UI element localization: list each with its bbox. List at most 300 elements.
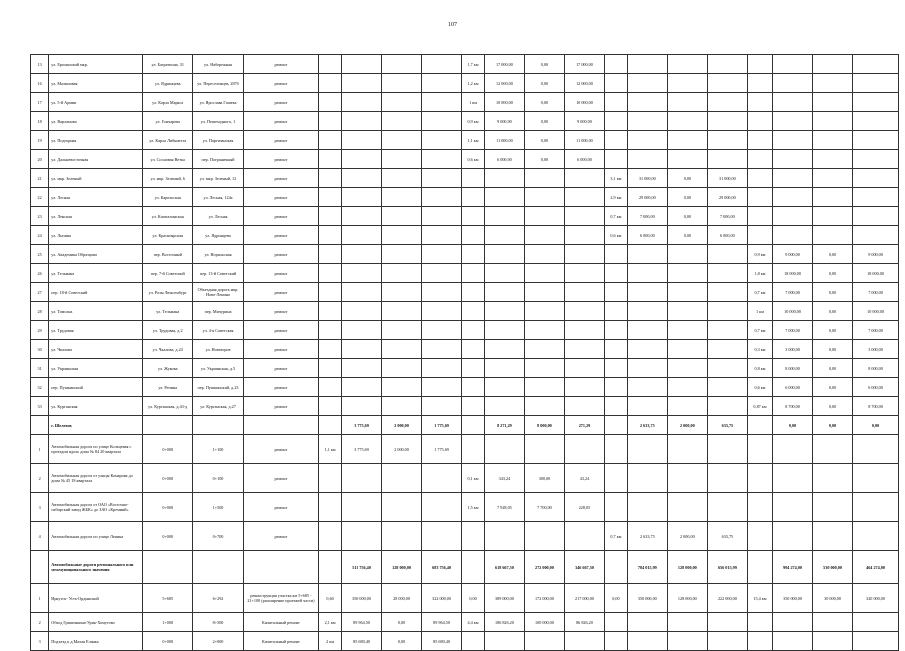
table-cell <box>484 522 524 551</box>
table-cell: 0,7 км <box>604 207 627 226</box>
table-row <box>31 245 899 264</box>
table-cell <box>462 188 485 207</box>
table-cell: 32 <box>31 378 49 397</box>
table-cell <box>707 55 747 74</box>
table-cell: 0,00 <box>524 55 564 74</box>
table-cell: ул. Чкалова, д.24 <box>143 340 193 359</box>
table-cell: ремонт <box>243 150 318 169</box>
table-cell: ул. Ярослава Гашека <box>193 93 243 112</box>
table-cell <box>342 112 382 131</box>
table-cell <box>342 188 382 207</box>
table-cell: 30 <box>31 340 49 359</box>
table-cell <box>667 93 707 112</box>
table-cell <box>462 632 485 651</box>
table-cell <box>604 131 627 150</box>
table-cell <box>773 435 813 464</box>
table-cell: ул. Подгорная <box>49 131 143 150</box>
table-cell: 1 км <box>747 302 772 321</box>
table-cell: ул. Репина <box>143 378 193 397</box>
table-cell <box>564 302 604 321</box>
table-cell: 22 <box>31 188 49 207</box>
table-cell <box>422 464 462 493</box>
table-cell <box>667 613 707 632</box>
table-cell <box>667 55 707 74</box>
table-cell: ремонт <box>243 522 318 551</box>
table-cell: 12 000,00 <box>564 74 604 93</box>
table-row <box>31 131 899 150</box>
table-cell: 1 775,69 <box>422 435 462 464</box>
table-cell: 2 км <box>319 632 342 651</box>
table-cell <box>773 188 813 207</box>
table-cell <box>342 321 382 340</box>
table-cell: 994 274,00 <box>773 551 813 584</box>
table-cell: 2+000 <box>193 632 243 651</box>
table-cell <box>604 245 627 264</box>
table-cell <box>604 283 627 302</box>
table-cell: 8 000,00 <box>524 416 564 435</box>
table-cell: 6 000,00 <box>853 378 899 397</box>
table-cell <box>707 283 747 302</box>
table-cell: пер. Мичурина <box>193 302 243 321</box>
table-cell <box>813 74 853 93</box>
table-cell <box>243 551 318 584</box>
table-cell <box>627 613 667 632</box>
table-cell: 0,00 <box>853 416 899 435</box>
table-cell <box>747 493 772 522</box>
table-cell: 8 000,00 <box>853 359 899 378</box>
table-cell: 85 680,40 <box>342 632 382 651</box>
table-cell <box>382 283 422 302</box>
table-cell <box>422 188 462 207</box>
table-cell <box>484 359 524 378</box>
table-cell: 30 000,00 <box>813 584 853 613</box>
table-cell: 7 928,05 <box>484 493 524 522</box>
table-cell: 2 000,00 <box>667 416 707 435</box>
table-cell: пер. Пушкинский <box>49 378 143 397</box>
table-cell <box>707 245 747 264</box>
table-cell <box>342 359 382 378</box>
table-cell <box>524 245 564 264</box>
table-cell: ул. Курганская, д.27 <box>193 397 243 416</box>
table-cell <box>319 551 342 584</box>
table-cell <box>667 435 707 464</box>
table-cell: 784 015,99 <box>627 551 667 584</box>
table-cell: 1,2 км <box>462 74 485 93</box>
table-cell <box>382 464 422 493</box>
table-cell: ул. Партизанская <box>193 131 243 150</box>
table-cell <box>382 169 422 188</box>
table-cell <box>382 378 422 397</box>
table-cell <box>524 169 564 188</box>
table-cell: 7 000,00 <box>853 321 899 340</box>
table-cell <box>604 93 627 112</box>
table-cell: 1+000 <box>143 613 193 632</box>
table-cell: 3 775,69 <box>342 435 382 464</box>
table-cell: ул. мкр. Зеленый <box>49 169 143 188</box>
table-cell <box>319 264 342 283</box>
table-cell: 2 000,00 <box>382 435 422 464</box>
table-cell: 7 000,00 <box>627 207 667 226</box>
table-cell <box>422 226 462 245</box>
table-cell <box>813 613 853 632</box>
table-cell: ул. Норильская <box>193 245 243 264</box>
table-cell: 12 000,00 <box>484 74 524 93</box>
table-cell: ремонт <box>243 131 318 150</box>
table-row <box>31 283 899 302</box>
table-cell <box>813 464 853 493</box>
table-cell <box>564 169 604 188</box>
table-cell <box>773 522 813 551</box>
table-cell <box>382 74 422 93</box>
table-cell <box>627 435 667 464</box>
table-cell <box>382 397 422 416</box>
table-cell <box>422 93 462 112</box>
table-cell <box>484 321 524 340</box>
table-cell <box>524 359 564 378</box>
table-cell <box>319 207 342 226</box>
table-cell: 24 <box>31 226 49 245</box>
table-cell <box>484 169 524 188</box>
table-cell <box>604 321 627 340</box>
table-cell <box>462 416 485 435</box>
table-cell: 0,6 км <box>747 378 772 397</box>
table-cell <box>604 435 627 464</box>
table-cell <box>484 378 524 397</box>
table-cell <box>462 340 485 359</box>
table-cell <box>627 55 667 74</box>
table-cell <box>604 340 627 359</box>
table-cell: 18 <box>31 112 49 131</box>
table-cell: ул. Томсона <box>49 302 143 321</box>
table-cell: 0,00 <box>813 302 853 321</box>
table-cell: 86 826,20 <box>564 613 604 632</box>
table-cell <box>342 522 382 551</box>
table-cell <box>564 207 604 226</box>
table-cell <box>627 283 667 302</box>
table-cell: 0,00 <box>813 283 853 302</box>
table-cell: 1+100 <box>193 435 243 464</box>
table-cell: 0,6 км <box>462 150 485 169</box>
table-cell <box>773 93 813 112</box>
table-cell <box>604 74 627 93</box>
table-cell <box>382 321 422 340</box>
table-cell <box>342 74 382 93</box>
table-cell <box>319 302 342 321</box>
table-cell <box>564 226 604 245</box>
table-cell: пер. Пушкинский, д.23 <box>193 378 243 397</box>
table-cell <box>747 169 772 188</box>
table-cell <box>773 55 813 74</box>
table-cell: пер. 18-й Советский <box>49 283 143 302</box>
table-cell <box>319 169 342 188</box>
table-cell <box>462 435 485 464</box>
table-cell: ремонт <box>243 264 318 283</box>
table-cell: ул. Тельмана <box>49 264 143 283</box>
table-cell <box>319 493 342 522</box>
table-cell <box>667 302 707 321</box>
table-cell: 8 700,00 <box>773 397 813 416</box>
table-cell: 172 000,00 <box>524 584 564 613</box>
table-cell: ул. Карла Маркса <box>143 93 193 112</box>
table-cell: ул. Ленская <box>49 207 143 226</box>
table-cell <box>667 245 707 264</box>
table-cell: 7 000,00 <box>853 283 899 302</box>
table-cell <box>342 340 382 359</box>
table-cell <box>773 74 813 93</box>
table-cell: 13 <box>31 55 49 74</box>
table-cell <box>604 302 627 321</box>
table-cell: 0,00 <box>524 74 564 93</box>
table-cell: 186 826,20 <box>484 613 524 632</box>
table-cell <box>524 207 564 226</box>
table-cell: ул. Жукова <box>143 359 193 378</box>
table-cell: 0,00 <box>813 321 853 340</box>
table-cell: Иркутск- Усть-Ордынский <box>49 584 143 613</box>
table-row <box>31 112 899 131</box>
table-cell <box>524 435 564 464</box>
table-row <box>31 340 899 359</box>
table-cell <box>627 493 667 522</box>
table-cell <box>627 150 667 169</box>
table-cell: ул. Трудовая <box>49 321 143 340</box>
table-cell: 350 000,00 <box>342 584 382 613</box>
table-cell: 633,75 <box>707 522 747 551</box>
table-cell: 85 680,40 <box>422 632 462 651</box>
table-cell <box>707 131 747 150</box>
table-cell <box>667 112 707 131</box>
table-cell <box>627 131 667 150</box>
table-cell <box>853 169 899 188</box>
table-cell <box>773 131 813 150</box>
table-cell: ремонт <box>243 55 318 74</box>
table-cell <box>319 93 342 112</box>
table-cell <box>462 359 485 378</box>
table-cell <box>484 226 524 245</box>
table-cell <box>382 340 422 359</box>
table-cell: 0,00 <box>813 264 853 283</box>
table-cell <box>747 55 772 74</box>
table-cell: 0,87 км <box>747 397 772 416</box>
table-cell: 0,60 <box>319 584 342 613</box>
table-cell: Автомобильные дороги регионального или межмуниципального значения <box>49 551 143 584</box>
table-cell: ул. Карла Либкнехта <box>143 131 193 150</box>
table-cell: 29 000,00 <box>707 188 747 207</box>
table-cell: 0,00 <box>524 131 564 150</box>
table-cell: ремонт <box>243 245 318 264</box>
table-cell: 0,00 <box>773 416 813 435</box>
table-cell: ул. Украинская <box>49 359 143 378</box>
table-cell <box>422 207 462 226</box>
table-cell: 0,8 км <box>747 359 772 378</box>
table-cell: ул. Ерохинский мкр. <box>49 55 143 74</box>
table-cell: пер. Пограничный <box>193 150 243 169</box>
table-cell <box>422 283 462 302</box>
table-row <box>31 632 899 651</box>
table-cell <box>462 245 485 264</box>
table-cell <box>627 340 667 359</box>
table-cell: 20 <box>31 150 49 169</box>
table-cell: 3 775,69 <box>342 416 382 435</box>
table-cell: 1 км <box>462 93 485 112</box>
table-cell <box>462 397 485 416</box>
table-cell: 6 000,00 <box>707 226 747 245</box>
table-row <box>31 378 899 397</box>
table-cell: ремонт <box>243 169 318 188</box>
table-cell <box>604 397 627 416</box>
table-cell <box>747 632 772 651</box>
table-cell: 9 000,00 <box>773 245 813 264</box>
table-cell: ул. Лесная, 124а <box>193 188 243 207</box>
table-cell <box>422 340 462 359</box>
table-cell: ул. Розы Люксембург <box>143 283 193 302</box>
table-cell: 2 <box>31 464 49 493</box>
table-cell: 350 000,00 <box>773 584 813 613</box>
table-cell <box>707 435 747 464</box>
table-cell <box>422 55 462 74</box>
table-cell: 2 <box>31 613 49 632</box>
table-cell <box>667 340 707 359</box>
table-cell: 350 000,00 <box>627 584 667 613</box>
table-cell: 530 000,00 <box>813 551 853 584</box>
table-cell: 2 000,00 <box>667 522 707 551</box>
table-cell <box>484 397 524 416</box>
table-cell <box>627 464 667 493</box>
table-cell <box>342 169 382 188</box>
table-cell: 0+000 <box>143 464 193 493</box>
table-cell <box>484 283 524 302</box>
table-cell: 1,7 км <box>462 55 485 74</box>
table-cell <box>747 74 772 93</box>
table-cell <box>193 416 243 435</box>
table-cell: 0,00 <box>462 584 485 613</box>
table-cell <box>604 464 627 493</box>
table-cell: 16 <box>31 74 49 93</box>
table-cell: 0,00 <box>382 632 422 651</box>
table-cell: 0,00 <box>524 93 564 112</box>
table-cell: 618 667,50 <box>484 551 524 584</box>
table-cell: 10 000,00 <box>773 302 813 321</box>
table-cell: Автомобильная дорога по улице Кольцевая с проездом вдоль дома № 84 20 квартала <box>49 435 143 464</box>
table-cell <box>667 359 707 378</box>
table-cell: 18 000,00 <box>853 264 899 283</box>
table-cell <box>747 551 772 584</box>
table-cell <box>484 264 524 283</box>
table-cell: 343,24 <box>484 464 524 493</box>
table-cell <box>319 283 342 302</box>
table-cell: 3 <box>31 632 49 651</box>
table-cell: 6 000,00 <box>564 150 604 169</box>
table-cell <box>813 169 853 188</box>
table-cell <box>524 397 564 416</box>
table-cell <box>667 150 707 169</box>
table-cell: пер. Восточный <box>143 245 193 264</box>
table-cell <box>853 632 899 651</box>
table-cell <box>747 207 772 226</box>
table-cell: 0+000 <box>143 522 193 551</box>
table-cell <box>484 207 524 226</box>
table-cell: 3 000,00 <box>773 340 813 359</box>
table-cell <box>604 378 627 397</box>
table-cell: 2 633,75 <box>627 522 667 551</box>
table-cell <box>319 522 342 551</box>
table-cell <box>707 264 747 283</box>
table-cell <box>342 150 382 169</box>
table-cell <box>422 522 462 551</box>
table-cell: 100 000,00 <box>524 613 564 632</box>
table-row <box>31 207 899 226</box>
table-cell <box>422 302 462 321</box>
table-cell: 511 756,40 <box>342 551 382 584</box>
table-cell <box>319 55 342 74</box>
table-cell: 31 <box>31 359 49 378</box>
table-cell: 0,3 км <box>747 340 772 359</box>
table-cell <box>813 93 853 112</box>
table-cell: 1,1 км <box>462 131 485 150</box>
table-cell <box>564 359 604 378</box>
table-cell: ул. Кшаталинская <box>143 207 193 226</box>
table-cell <box>604 264 627 283</box>
table-cell <box>627 321 667 340</box>
table-cell: ул. Пешеходного, 1 <box>193 112 243 131</box>
table-cell: 1,8 км <box>747 264 772 283</box>
page-number: 107 <box>448 22 457 28</box>
table-cell <box>382 131 422 150</box>
table-cell <box>564 245 604 264</box>
table-cell: 17 000,00 <box>484 55 524 74</box>
table-cell <box>462 264 485 283</box>
table-cell: 0,00 <box>667 188 707 207</box>
table-cell: ремонт <box>243 302 318 321</box>
table-cell: 0,7 км <box>747 283 772 302</box>
table-cell: ул. мкр. Зеленый, 6 <box>143 169 193 188</box>
table-cell: 10 000,00 <box>484 93 524 112</box>
table-cell: 17 <box>31 93 49 112</box>
table-cell <box>342 55 382 74</box>
table-cell <box>342 397 382 416</box>
table-cell: ремонт <box>243 464 318 493</box>
table-cell <box>342 464 382 493</box>
table-cell: 0,9 км <box>747 245 772 264</box>
table-cell: 89 964,50 <box>342 613 382 632</box>
table-cell <box>707 74 747 93</box>
table-cell <box>707 93 747 112</box>
table-cell <box>243 416 318 435</box>
table-cell <box>627 112 667 131</box>
table-cell: 320 000,00 <box>853 584 899 613</box>
table-cell <box>853 613 899 632</box>
table-cell: ул. Багратиона, 31 <box>143 55 193 74</box>
table-cell: 271,29 <box>564 416 604 435</box>
table-cell: 0,00 <box>667 169 707 188</box>
table-cell <box>422 131 462 150</box>
table-cell: 9 000,00 <box>853 245 899 264</box>
table-cell: ул. Карельская <box>143 188 193 207</box>
table-cell <box>627 93 667 112</box>
table-cell: ул. мкр. Зеленый, 12 <box>193 169 243 188</box>
table-cell <box>422 169 462 188</box>
table-cell: 7 000,00 <box>773 283 813 302</box>
table-cell: 31 000,00 <box>627 169 667 188</box>
table-cell: 0+100 <box>193 464 243 493</box>
table-cell <box>853 150 899 169</box>
table-cell <box>382 188 422 207</box>
table-cell <box>627 74 667 93</box>
table-cell: 0,7 км <box>604 522 627 551</box>
table-cell <box>319 378 342 397</box>
table-cell <box>707 493 747 522</box>
table-cell <box>747 522 772 551</box>
table-cell: 3 <box>31 493 49 522</box>
